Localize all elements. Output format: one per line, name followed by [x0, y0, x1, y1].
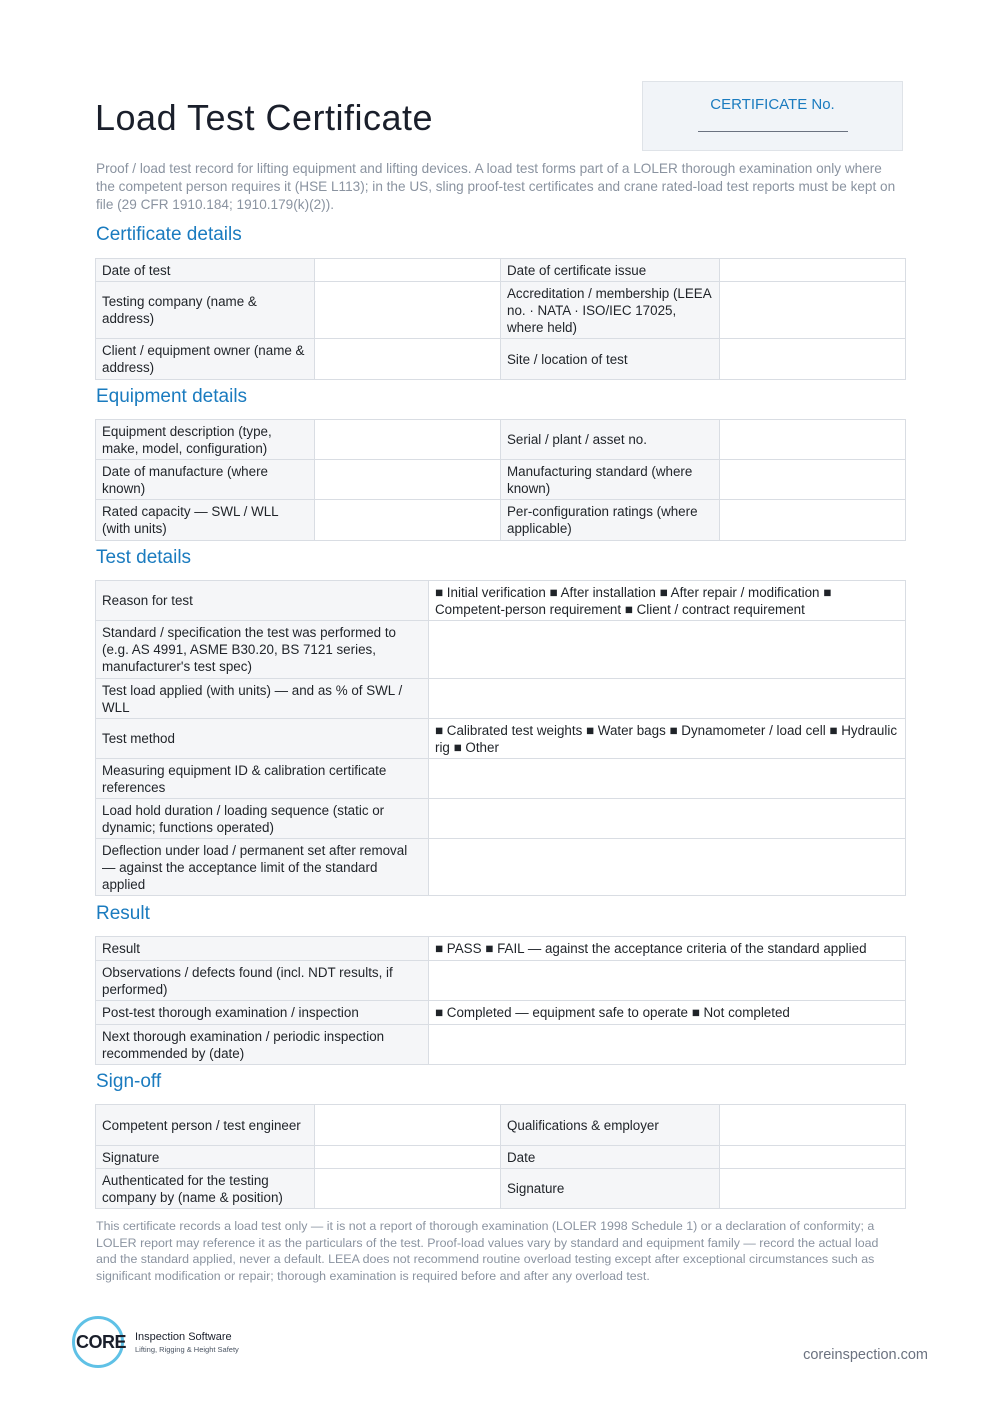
field-value[interactable]: [720, 1169, 906, 1209]
field-value[interactable]: [315, 259, 501, 282]
field-label: Result: [96, 937, 429, 961]
field-value[interactable]: [720, 339, 906, 380]
field-label: Deflection under load / permanent set after removal — against the acceptance limit of the standard applied: [96, 839, 429, 896]
field-label: Competent person / test engineer: [96, 1105, 315, 1146]
table-row: [96, 1105, 906, 1146]
field-value[interactable]: [720, 1105, 906, 1146]
field-value[interactable]: [315, 339, 501, 380]
table-row: [96, 839, 906, 896]
reason-options[interactable]: ■ Initial verification ■ After installation ■ After repair / modification ■ Competent-person requirement ■ Client / contract requirement: [429, 581, 906, 621]
certificate-number-field[interactable]: [698, 131, 848, 132]
table-row: [96, 339, 906, 380]
field-label: Manufacturing standard (where known): [501, 460, 720, 500]
section-title-equipment: Equipment details: [96, 386, 248, 407]
field-label: Accreditation / membership (LEEA no. · NATA · ISO/IEC 17025, where held): [501, 282, 720, 339]
field-value[interactable]: [315, 420, 501, 460]
field-value[interactable]: [720, 460, 906, 500]
field-value[interactable]: [429, 799, 906, 839]
field-value[interactable]: [720, 282, 906, 339]
equipment-details-table: [95, 419, 906, 541]
field-label: Standard / specification the test was performed to (e.g. AS 4991, ASME B30.20, BS 7121 series, manufacturer's test spec): [96, 621, 429, 679]
logo-name: Inspection Software: [135, 1331, 232, 1343]
company-logo: [72, 1316, 252, 1376]
field-value[interactable]: [315, 1146, 501, 1169]
table-row: [96, 1025, 906, 1065]
field-label: Signature: [96, 1146, 315, 1169]
field-label: Qualifications & employer: [501, 1105, 720, 1146]
field-label: Site / location of test: [501, 339, 720, 380]
field-label: Signature: [501, 1169, 720, 1209]
table-row: [96, 420, 906, 460]
field-label: Date of manufacture (where known): [96, 460, 315, 500]
table-row: [96, 759, 906, 799]
field-value[interactable]: [429, 621, 906, 679]
test-details-table: [95, 580, 906, 896]
table-row: [96, 961, 906, 1001]
field-label: Testing company (name & address): [96, 282, 315, 339]
section-title-result: Result: [96, 903, 150, 924]
field-value[interactable]: [429, 759, 906, 799]
field-value[interactable]: [429, 679, 906, 719]
page-title: Load Test Certificate: [95, 97, 434, 138]
field-value[interactable]: [720, 1146, 906, 1169]
field-value[interactable]: [315, 1169, 501, 1209]
field-value[interactable]: [315, 500, 501, 541]
table-row: [96, 259, 906, 282]
result-table: [95, 936, 906, 1065]
field-label: Client / equipment owner (name & address): [96, 339, 315, 380]
website-link[interactable]: coreinspection.com: [803, 1347, 928, 1363]
table-row: [96, 1146, 906, 1169]
field-label: Date of certificate issue: [501, 259, 720, 282]
result-options[interactable]: ■ PASS ■ FAIL — against the acceptance criteria of the standard applied: [429, 937, 906, 961]
certificate-number-box[interactable]: [642, 81, 903, 151]
table-row: [96, 799, 906, 839]
field-label: Next thorough examination / periodic inspection recommended by (date): [96, 1025, 429, 1065]
field-label: Equipment description (type, make, model, configuration): [96, 420, 315, 460]
certificate-details-table: [95, 258, 906, 380]
field-label: Post-test thorough examination / inspection: [96, 1001, 429, 1025]
field-label: Rated capacity — SWL / WLL (with units): [96, 500, 315, 541]
table-row: [96, 1169, 906, 1209]
section-title-signoff: Sign-off: [96, 1071, 162, 1092]
field-label: Per-configuration ratings (where applicable): [501, 500, 720, 541]
certificate-number-label: CERTIFICATE No.: [710, 96, 835, 113]
field-value[interactable]: [720, 259, 906, 282]
test-method-options[interactable]: ■ Calibrated test weights ■ Water bags ■ Dynamometer / load cell ■ Hydraulic rig ■ Other: [429, 719, 906, 759]
field-label: Test load applied (with units) — and as % of SWL / WLL: [96, 679, 429, 719]
table-row: [96, 937, 906, 961]
field-value[interactable]: [315, 1105, 501, 1146]
field-value[interactable]: [720, 500, 906, 541]
field-label: Serial / plant / asset no.: [501, 420, 720, 460]
table-row: [96, 679, 906, 719]
section-title-test: Test details: [96, 547, 192, 568]
section-title-certificate: Certificate details: [96, 224, 242, 245]
field-value[interactable]: [315, 460, 501, 500]
intro-text: Proof / load test record for lifting equipment and lifting devices. A load test forms part of a LOLER thorough examination only where the competent person requires it (HSE L113); in the US, sling proof-test certificates and crane rated-load test reports must be kept on file (29 CFR 1910.184; 1910.179(k)(2)).: [96, 161, 896, 212]
post-test-options[interactable]: ■ Completed — equipment safe to operate ■ Not completed: [429, 1001, 906, 1025]
field-label: Date of test: [96, 259, 315, 282]
field-value[interactable]: [429, 961, 906, 1001]
field-label: Measuring equipment ID & calibration certificate references: [96, 759, 429, 799]
field-label: Test method: [96, 719, 429, 759]
table-row: [96, 621, 906, 679]
field-value[interactable]: [429, 1025, 906, 1065]
table-row: [96, 719, 906, 759]
field-value[interactable]: [429, 839, 906, 896]
table-row: [96, 1001, 906, 1025]
field-label: Observations / defects found (incl. NDT results, if performed): [96, 961, 429, 1001]
field-label: Date: [501, 1146, 720, 1169]
table-row: [96, 282, 906, 339]
signoff-table: [95, 1104, 906, 1209]
field-label: Load hold duration / loading sequence (static or dynamic; functions operated): [96, 799, 429, 839]
logo-wordmark: CORE: [76, 1332, 127, 1352]
table-row: [96, 581, 906, 621]
field-label: Reason for test: [96, 581, 429, 621]
logo-tagline: Lifting, Rigging & Height Safety: [135, 1345, 239, 1354]
field-value[interactable]: [720, 420, 906, 460]
table-row: [96, 500, 906, 541]
table-row: [96, 460, 906, 500]
footnote: This certificate records a load test only — it is not a report of thorough examination (LOLER 1998 Schedule 1) or a declaration of conformity; a LOLER report may reference it as the particulars of the test. Proof-load values vary by standard and equipment family — record the actual load and the standard applied, never a default. LEEA does not recommend routine overload testing except after exceptional circumstances such as significant modification or repair; thorough examination is required before and after any overload test.: [96, 1219, 879, 1283]
field-label: Authenticated for the testing company by (name & position): [96, 1169, 315, 1209]
field-value[interactable]: [315, 282, 501, 339]
